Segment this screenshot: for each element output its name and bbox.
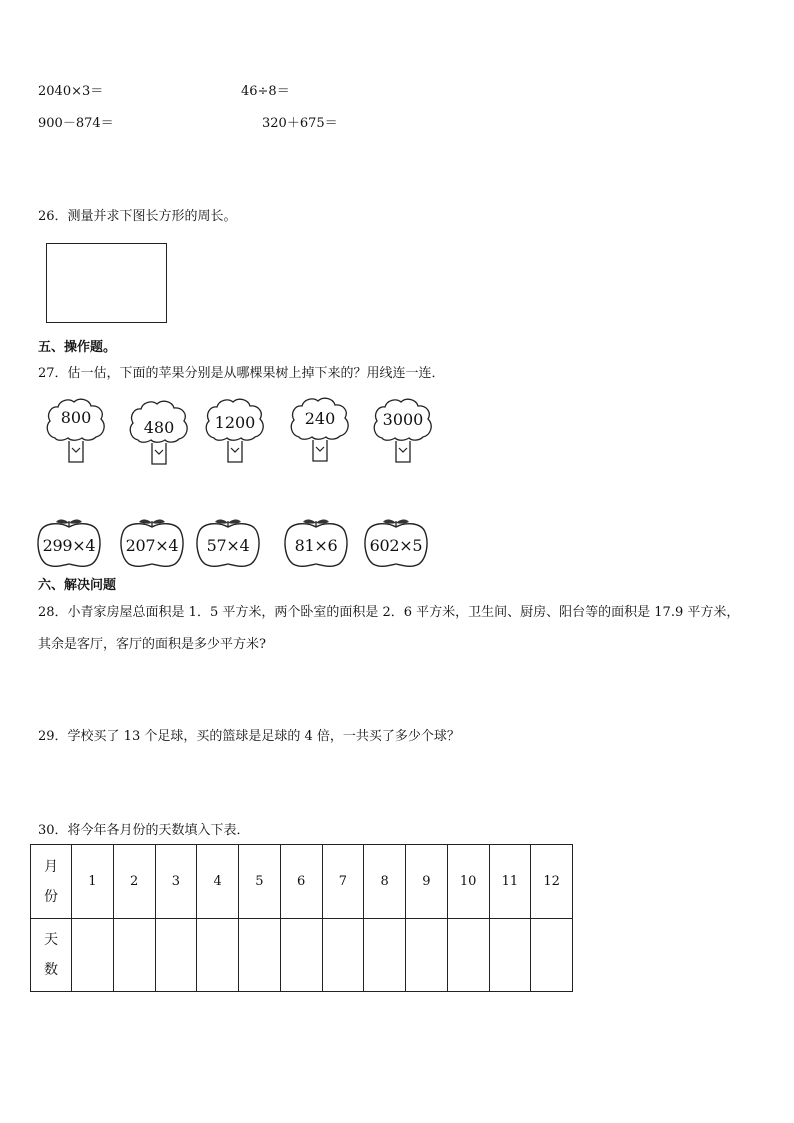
apple-57x4 <box>195 518 261 568</box>
month-header: 月 份 <box>31 845 72 919</box>
days-cell[interactable] <box>447 919 489 992</box>
month-cell: 3 <box>155 845 197 919</box>
question-27: 27．估一估，下面的苹果分别是从哪棵果树上掉下来的？用线连一连． <box>38 366 445 381</box>
question-28-line2: 其余是客厅，客厅的面积是多少平方米? <box>38 637 266 652</box>
month-cell: 11 <box>489 845 531 919</box>
days-table <box>30 844 573 992</box>
question-26: 26．测量并求下图长方形的周长。 <box>38 209 237 224</box>
month-cell: 1 <box>72 845 114 919</box>
section-6-title: 六、解决问题 <box>38 578 117 593</box>
calc-2040x3: 2040×3＝ <box>38 84 104 99</box>
days-cell[interactable] <box>280 919 322 992</box>
month-cell: 7 <box>322 845 364 919</box>
month-cell: 8 <box>364 845 406 919</box>
tree-icon <box>43 396 109 464</box>
apple-expression: 602×5 <box>369 536 423 555</box>
tree-icon <box>287 395 353 463</box>
month-cell: 10 <box>447 845 489 919</box>
calc-900-874: 900－874＝ <box>38 116 114 131</box>
calc-320+675: 320＋675＝ <box>262 116 338 131</box>
days-cell[interactable] <box>239 919 281 992</box>
rectangle-figure <box>46 243 167 323</box>
tree-number: 240 <box>304 409 336 428</box>
days-cell[interactable] <box>197 919 239 992</box>
tree-icon <box>370 396 436 464</box>
question-30: 30．将今年各月份的天数填入下表． <box>38 823 250 838</box>
month-cell: 4 <box>197 845 239 919</box>
days-cell[interactable] <box>72 919 114 992</box>
month-cell: 5 <box>239 845 281 919</box>
days-cell[interactable] <box>531 919 573 992</box>
apple-299x4 <box>36 518 102 568</box>
tree-1200 <box>202 396 268 464</box>
month-cell: 2 <box>113 845 155 919</box>
section-5-title: 五、操作题。 <box>38 340 117 355</box>
month-cell: 12 <box>531 845 573 919</box>
tree-3000 <box>370 396 436 464</box>
apple-expression: 81×6 <box>294 536 338 555</box>
days-cell[interactable] <box>322 919 364 992</box>
tree-240 <box>287 395 353 463</box>
question-29: 29．学校买了 13 个足球，买的篮球是足球的 4 倍，一共买了多少个球？ <box>38 729 460 744</box>
tree-number: 480 <box>143 418 175 437</box>
month-cell: 9 <box>406 845 448 919</box>
tree-number: 3000 <box>382 410 424 429</box>
days-cell[interactable] <box>113 919 155 992</box>
calc-46div8: 46÷8＝ <box>241 84 290 99</box>
days-cell[interactable] <box>406 919 448 992</box>
days-cell[interactable] <box>489 919 531 992</box>
table-row-month <box>31 845 573 919</box>
apple-602x5 <box>363 518 429 568</box>
apple-expression: 57×4 <box>206 536 250 555</box>
tree-800 <box>43 396 109 464</box>
apple-81x6 <box>283 518 349 568</box>
tree-number: 1200 <box>214 413 256 432</box>
days-cell[interactable] <box>364 919 406 992</box>
tree-number: 800 <box>60 408 92 427</box>
apple-expression: 299×4 <box>42 536 96 555</box>
question-28-line1: 28．小青家房屋总面积是 1．5 平方米，两个卧室的面积是 2．6 平方米，卫生间、厨房、阳台等的面积是 17.9 平方米， <box>38 605 740 620</box>
tree-480 <box>126 398 192 466</box>
table-row-days <box>31 919 573 992</box>
month-cell: 6 <box>280 845 322 919</box>
apple-expression: 207×4 <box>125 536 179 555</box>
days-header: 天 数 <box>31 919 72 992</box>
apple-207x4 <box>119 518 185 568</box>
days-cell[interactable] <box>155 919 197 992</box>
